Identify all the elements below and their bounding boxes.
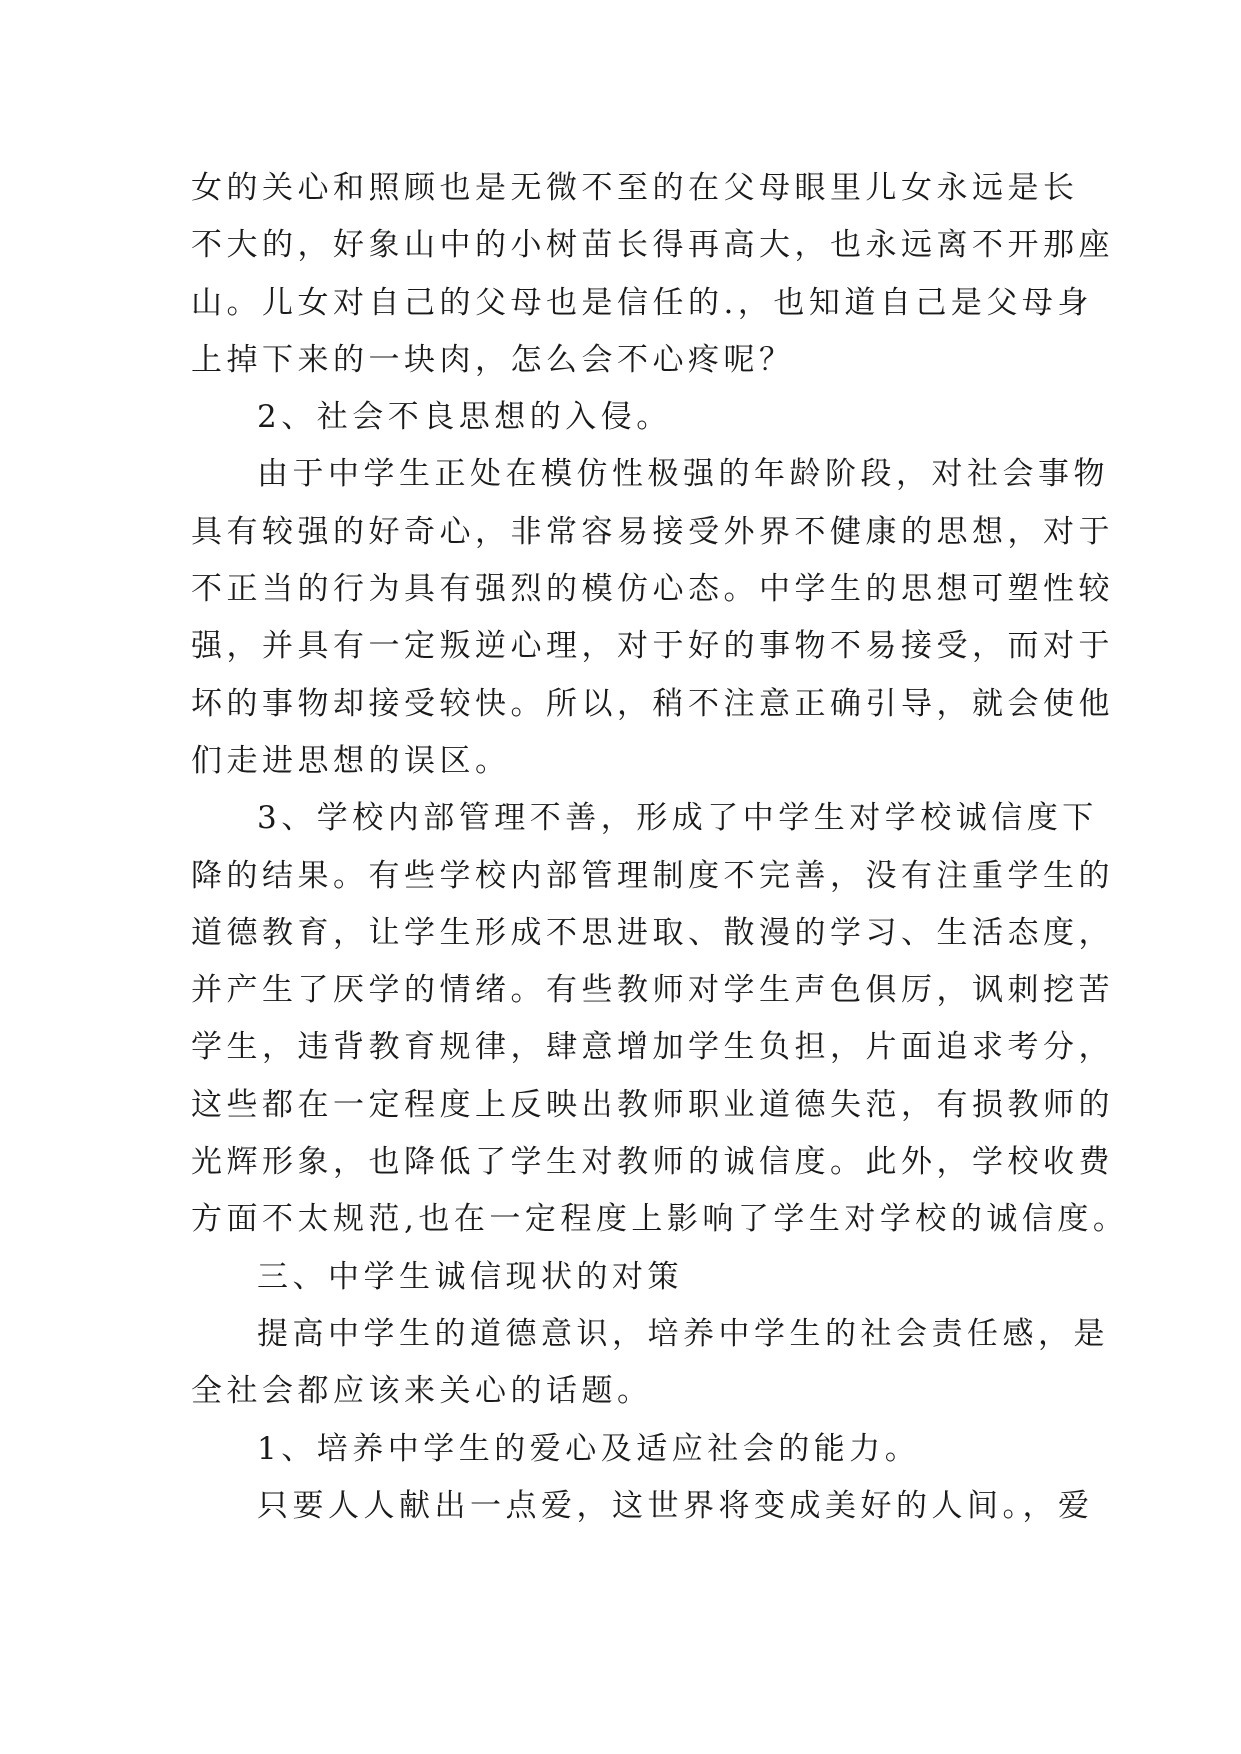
section-heading: 2、社会不良思想的入侵。 — [257, 399, 672, 436]
text-line: 光辉形象，也降低了学生对教师的诚信度。此外，学校收费 — [191, 1144, 1114, 1181]
text-line: 山。儿女对自己的父母也是信任的.，也知道自己是父母身 — [191, 284, 1093, 321]
text-line: 全社会都应该来关心的话题。 — [191, 1373, 653, 1410]
text-line: 强，并具有一定叛逆心理，对于好的事物不易接受，而对于 — [191, 628, 1114, 665]
text-line: 坏的事物却接受较快。所以，稍不注意正确引导，就会使他 — [191, 685, 1114, 722]
text-line: 由于中学生正处在模仿性极强的年龄阶段，对社会事物 — [257, 456, 1109, 493]
text-line: 不正当的行为具有强烈的模仿心态。中学生的思想可塑性较 — [191, 571, 1114, 608]
text-line: 具有较强的好奇心，非常容易接受外界不健康的思想，对于 — [191, 513, 1114, 550]
text-line: 们走进思想的误区。 — [191, 742, 511, 779]
body-text — [191, 160, 1129, 1535]
text-line: 不大的，好象山中的小树苗长得再高大，也永远离不开那座 — [191, 227, 1114, 264]
text-line: 道德教育，让学生形成不思进取、散漫的学习、生活态度， — [191, 914, 1114, 951]
text-line: 并产生了厌学的情绪。有些教师对学生声色俱厉，讽刺挖苦 — [191, 972, 1114, 1009]
text-line: 提高中学生的道德意识，培养中学生的社会责任感，是 — [257, 1315, 1109, 1352]
text-line: 方面不太规范,也在一定程度上影响了学生对学校的诚信度。 — [191, 1201, 1129, 1238]
text-line: 降的结果。有些学校内部管理制度不完善，没有注重学生的 — [191, 857, 1114, 894]
text-line: 女的关心和照顾也是无微不至的在父母眼里儿女永远是长 — [191, 170, 1079, 206]
text-line: 这些都在一定程度上反映出教师职业道德失范，有损教师的 — [191, 1086, 1114, 1123]
text-line: 学生，违背教育规律，肆意增加学生负担，片面追求考分， — [191, 1029, 1114, 1066]
text-line: 只要人人献出一点爱，这世界将变成美好的人间。，爱 — [257, 1487, 1094, 1524]
section-heading: 1、培养中学生的爱心及适应社会的能力。 — [257, 1430, 921, 1467]
section-heading: 三、中学生诚信现状的对策 — [257, 1258, 683, 1295]
section-heading: 3、学校内部管理不善，形成了中学生对学校诚信度下 — [257, 800, 1098, 837]
text-line: 上掉下来的一块肉，怎么会不心疼呢？ — [191, 341, 795, 378]
